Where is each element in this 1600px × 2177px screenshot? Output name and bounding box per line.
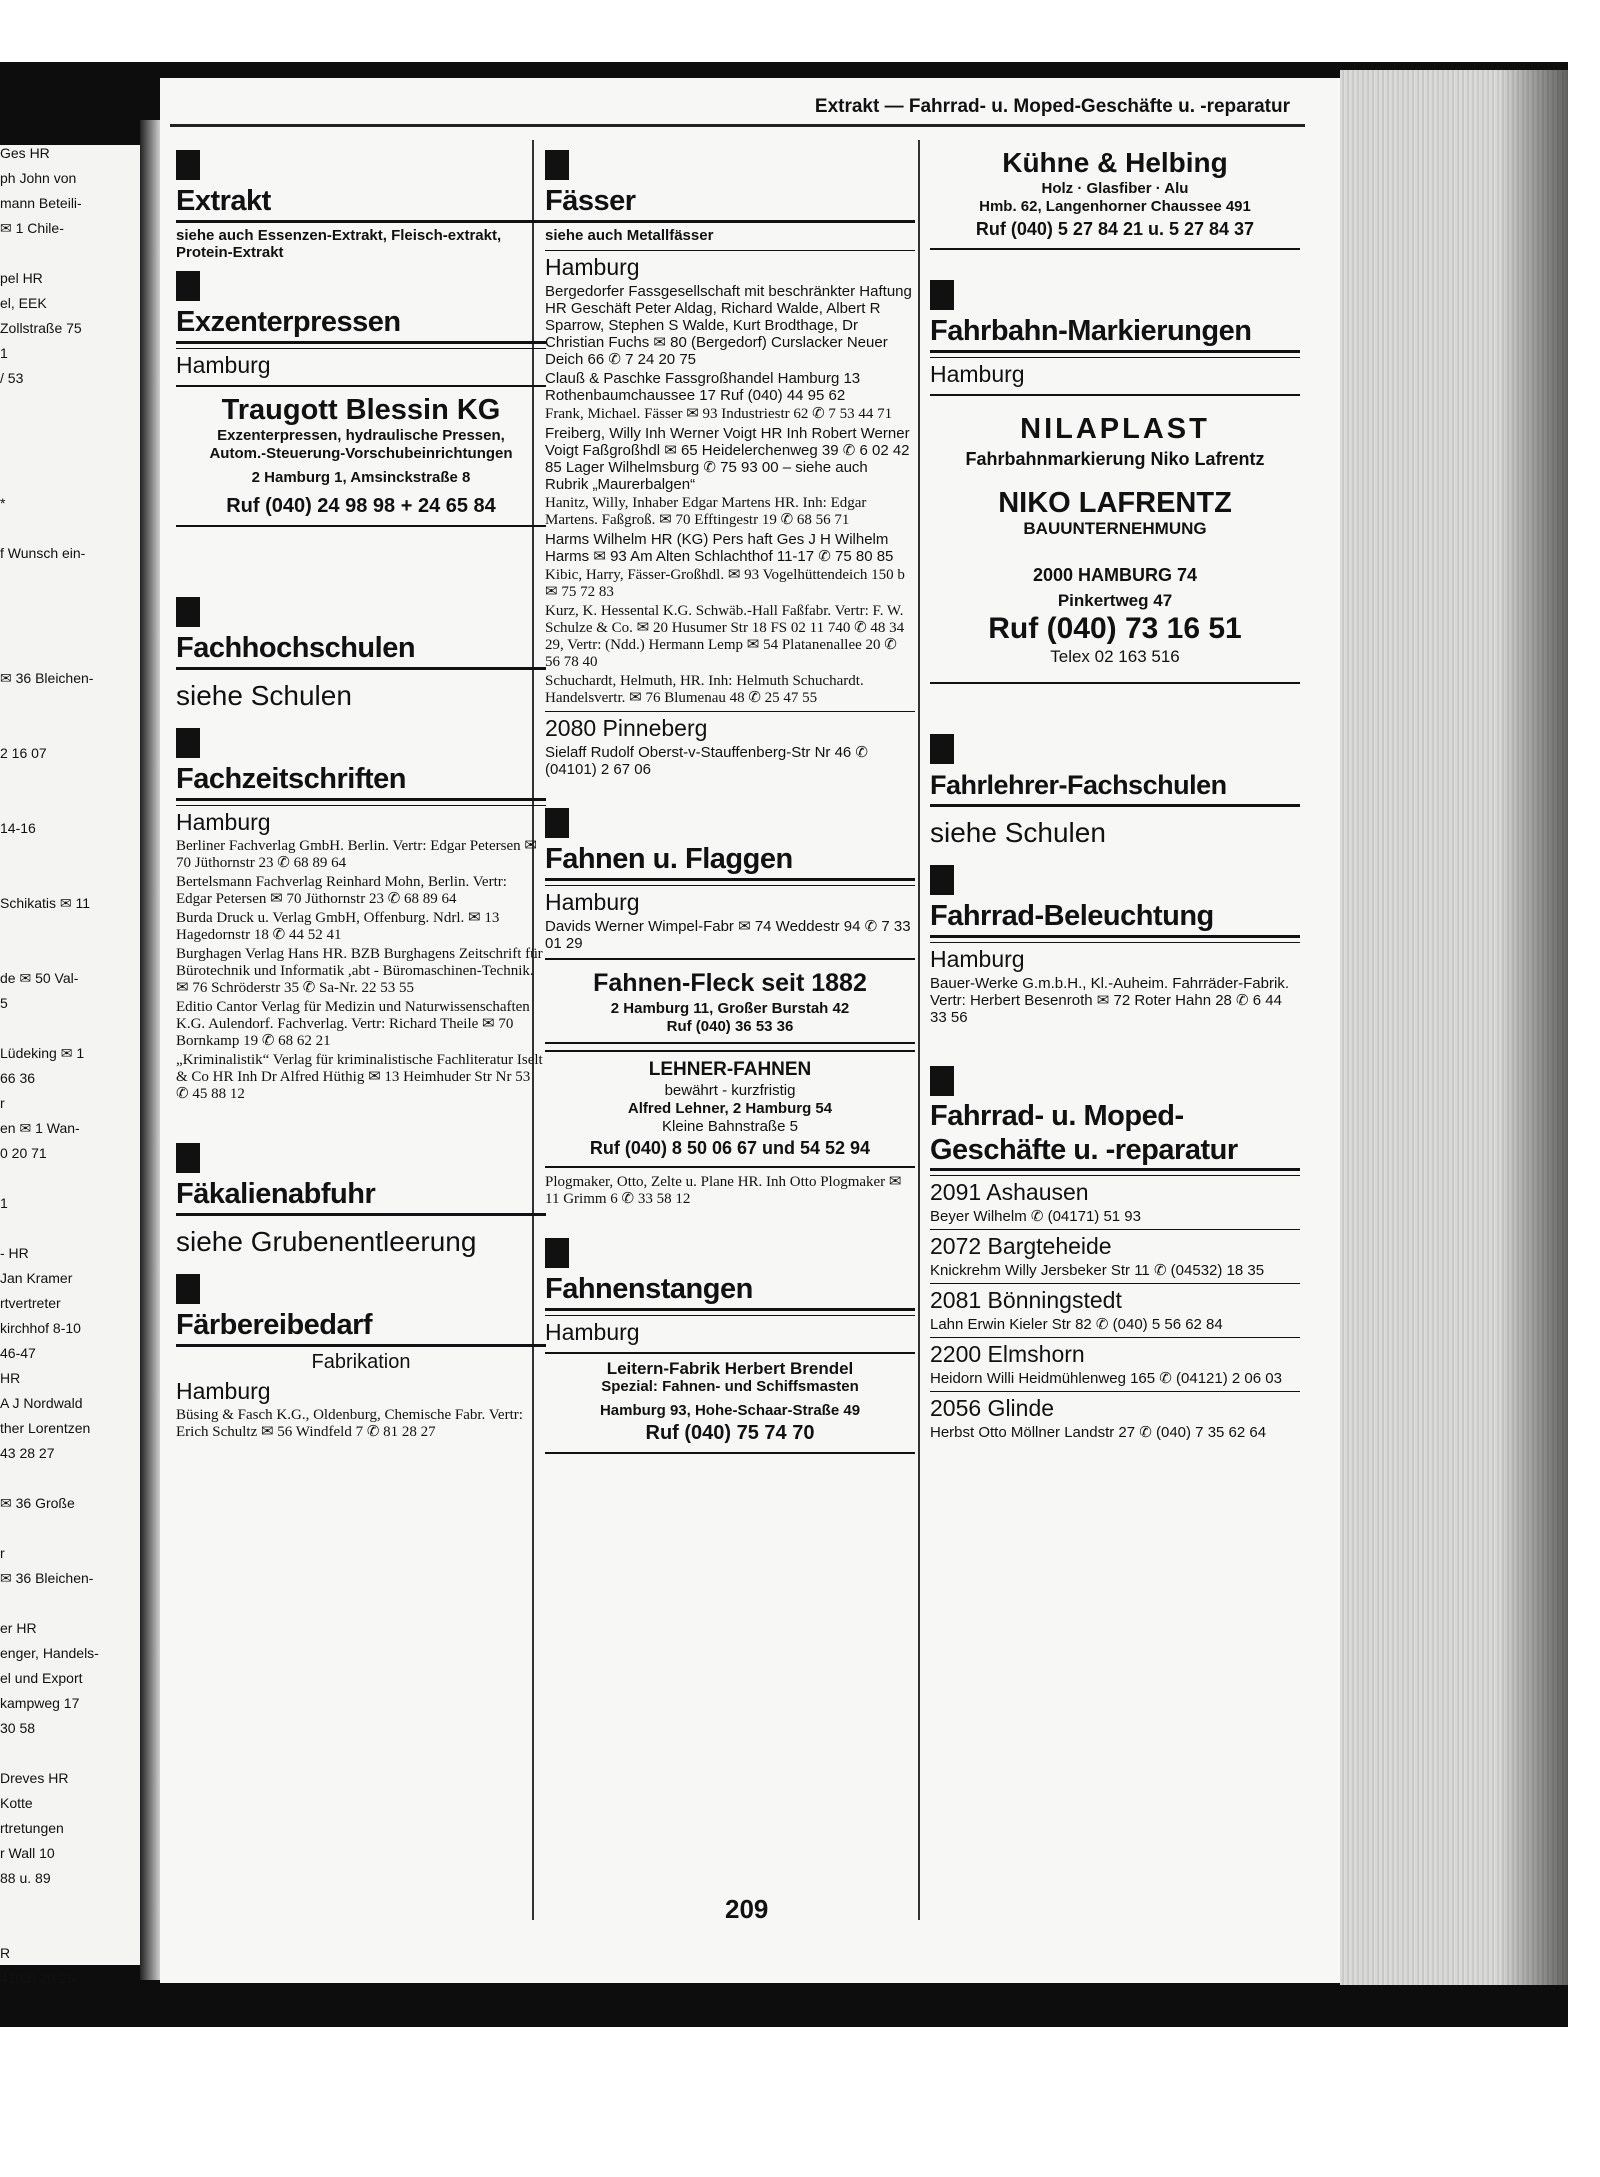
fragment-line: ✉ 36 Bleichen- bbox=[0, 1570, 94, 1586]
subheading: Fabrikation bbox=[311, 1351, 411, 1373]
advertisement bbox=[545, 958, 915, 1044]
listing-entry: Clauß & Paschke Fassgroßhandel Hamburg 13 Rothenbaumchaussee 17 Ruf (040) 44 95 62 bbox=[545, 370, 861, 404]
fragment-line: * bbox=[0, 495, 6, 511]
fragment-line: 0 20 71 bbox=[0, 1145, 47, 1161]
ad-company: NIKO LAFRENTZ bbox=[998, 487, 1232, 519]
ad-company: Leitern-Fabrik Herbert Brendel bbox=[606, 1359, 854, 1378]
fragment-line: Zollstraße 75 bbox=[0, 320, 82, 336]
book-gutter bbox=[140, 120, 160, 1980]
city-heading: Hamburg bbox=[545, 885, 915, 916]
listing-entry: Schuchardt, Helmuth, HR. Inh: Helmuth Schuchardt. Handelsvertr. ✉ 76 Blumenau 48 ✆ 25 47 55 bbox=[545, 673, 864, 706]
fragment-line: 5 bbox=[0, 995, 8, 1011]
fragment-line: - HR bbox=[0, 1245, 29, 1261]
fragment-line: Ges HR bbox=[0, 145, 50, 161]
page-edges bbox=[1340, 70, 1568, 1985]
listing-entry: Burghagen Verlag Hans HR. BZB Burghagens Zeitschrift für Bürotechnik und Informatik ,abt - Büromaschinen-Technik. ✉ 76 Schröderstr 35 ✆ Sa-Nr. 22 53 55 bbox=[176, 946, 543, 996]
fragment-line: Dreves HR bbox=[0, 1770, 69, 1786]
fragment-line: 4103) 20 25 bbox=[0, 1970, 75, 1986]
advertisement bbox=[176, 385, 546, 527]
fragment-line: Jan Kramer bbox=[0, 1270, 73, 1286]
section-heading: Färbereibedarf bbox=[176, 1308, 546, 1347]
section-marker bbox=[176, 728, 200, 758]
fragment-line: 88 u. 89 bbox=[0, 1870, 51, 1886]
page-number: 209 bbox=[725, 1894, 769, 1924]
fragment-line: de ✉ 50 Val- bbox=[0, 970, 79, 986]
fragment-line: 43 28 27 bbox=[0, 1445, 55, 1461]
ad-company: Fahnen-Fleck seit 1882 bbox=[593, 969, 867, 997]
section-fahnen bbox=[545, 808, 915, 1208]
ad-line: Exzenterpressen, hydraulische Pressen, bbox=[217, 427, 505, 444]
section-heading: Fässer bbox=[545, 184, 915, 223]
fragment-line: Lüdeking ✉ 1 bbox=[0, 1045, 85, 1061]
section-fahrbahn-markierungen bbox=[930, 280, 1300, 684]
ad-company: Traugott Blessin KG bbox=[221, 394, 501, 426]
section-extrakt bbox=[176, 150, 546, 261]
section-marker bbox=[930, 1066, 954, 1096]
fragment-line: enger, Handels- bbox=[0, 1645, 99, 1661]
fragment-line: ✉ 36 Bleichen- bbox=[0, 670, 94, 686]
ad-address: 2 Hamburg 11, Großer Burstah 42 bbox=[610, 1000, 850, 1017]
section-heading: Fahnenstangen bbox=[545, 1272, 915, 1311]
city-heading: Hamburg bbox=[176, 805, 546, 836]
fragment-line: ✉ 1 Chile- bbox=[0, 220, 64, 236]
fragment-line: ph John von bbox=[0, 170, 77, 186]
previous-page-fragment bbox=[0, 145, 140, 1986]
ad-line: Alfred Lehner, 2 Hamburg 54 bbox=[627, 1100, 833, 1117]
fragment-line: 1 bbox=[0, 345, 8, 361]
section-exzenterpressen bbox=[176, 271, 546, 527]
ad-brand: NILAPLAST bbox=[1020, 413, 1210, 445]
ad-line: BAUUNTERNEHMUNG bbox=[1023, 519, 1207, 538]
fragment-line: 1 bbox=[0, 1195, 8, 1211]
listing-entry: Bertelsmann Fachverlag Reinhard Mohn, Berlin. Vertr: Edgar Petersen ✉ 70 Jüthornstr 23 ✆ 68 89 64 bbox=[176, 874, 507, 907]
listing-entry: Sielaff Rudolf Oberst-v-Stauffenberg-Str Nr 46 ✆ (04101) 2 67 06 bbox=[545, 744, 868, 778]
listing-entry: Berliner Fachverlag GmbH. Berlin. Vertr: Edgar Petersen ✉ 70 Jüthornstr 23 ✆ 68 89 64 bbox=[176, 838, 537, 871]
section-fachzeitschriften bbox=[176, 728, 546, 1103]
fragment-line: en ✉ 1 Wan- bbox=[0, 1120, 80, 1136]
listing-entry: Kibic, Harry, Fässer-Großhdl. ✉ 93 Vogelhüttendeich 150 b ✉ 75 72 83 bbox=[545, 567, 905, 600]
city-heading: Hamburg bbox=[545, 1315, 915, 1346]
ad-company: LEHNER-FAHNEN bbox=[648, 1059, 812, 1080]
advertisement bbox=[545, 1352, 915, 1454]
fragment-line: r bbox=[0, 1545, 5, 1561]
city-heading: 2056 Glinde bbox=[930, 1391, 1300, 1422]
section-heading: Geschäfte u. -reparatur bbox=[930, 1134, 1300, 1171]
section-faekalienabfuhr bbox=[176, 1143, 546, 1260]
fragment-line: r Wall 10 bbox=[0, 1845, 55, 1861]
section-marker bbox=[176, 1274, 200, 1304]
ad-address: 2000 HAMBURG 74 bbox=[1032, 565, 1198, 585]
listing-entry: Knickrehm Willy Jersbeker Str 11 ✆ (04532) 18 35 bbox=[930, 1262, 1265, 1279]
section-marker bbox=[930, 280, 954, 310]
city-heading: Hamburg bbox=[176, 348, 546, 379]
listing-entry: „Kriminalistik“ Verlag für kriminalistische Fachliteratur Iselt & Co HR Inh Dr Alfred Hüthig ✉ 13 Heimhuder Str Nr 53 ✆ 45 88 12 bbox=[176, 1052, 543, 1102]
section-faesser bbox=[545, 150, 915, 778]
city-heading: 2072 Bargteheide bbox=[930, 1229, 1300, 1260]
section-marker bbox=[545, 150, 569, 180]
city-heading: 2091 Ashausen bbox=[930, 1175, 1300, 1206]
fragment-line: Schikatis ✉ 11 bbox=[0, 895, 91, 911]
city-heading: Hamburg bbox=[176, 1378, 271, 1404]
section-fahrlehrer-fachschulen bbox=[930, 734, 1300, 851]
section-heading: Fäkalienabfuhr bbox=[176, 1177, 546, 1216]
column-2 bbox=[545, 140, 915, 1460]
ad-telex: Telex 02 163 516 bbox=[1050, 647, 1180, 666]
fragment-line: er HR bbox=[0, 1620, 37, 1636]
ad-phone: Ruf (040) 36 53 36 bbox=[666, 1018, 794, 1035]
section-heading: Fachzeitschriften bbox=[176, 762, 546, 801]
fragment-line: A J Nordwald bbox=[0, 1395, 83, 1411]
listing-entry: Davids Werner Wimpel-Fabr ✉ 74 Weddestr 94 ✆ 7 33 01 29 bbox=[545, 918, 911, 952]
section-fahrrad-beleuchtung bbox=[930, 865, 1300, 1026]
city-heading: Hamburg bbox=[930, 942, 1300, 973]
ad-phone: Ruf (040) 73 16 51 bbox=[988, 612, 1242, 645]
city-heading: 2200 Elmshorn bbox=[930, 1337, 1300, 1368]
listing-entry: Burda Druck u. Verlag GmbH, Offenburg. Ndrl. ✉ 13 Hagedornstr 18 ✆ 44 52 41 bbox=[176, 910, 500, 943]
ad-address: Hamburg 93, Hohe-Schaar-Straße 49 bbox=[599, 1402, 861, 1419]
section-marker bbox=[176, 1143, 200, 1173]
fragment-line: rtvertreter bbox=[0, 1295, 61, 1311]
ad-address: Kleine Bahnstraße 5 bbox=[662, 1118, 798, 1135]
fragment-line: mann Beteili- bbox=[0, 195, 82, 211]
column-rule bbox=[918, 140, 920, 1920]
fragment-line: kirchhof 8-10 bbox=[0, 1320, 81, 1336]
section-marker bbox=[176, 271, 200, 301]
fragment-line: kampweg 17 bbox=[0, 1695, 80, 1711]
section-heading: Fahrrad- u. Moped- bbox=[930, 1100, 1184, 1132]
ad-phone: Ruf (040) 8 50 06 67 und 54 52 94 bbox=[589, 1138, 871, 1158]
listing-entry: Plogmaker, Otto, Zelte u. Plane HR. Inh Otto Plogmaker ✉ 11 Grimm 6 ✆ 33 58 12 bbox=[545, 1174, 902, 1207]
section-fachhochschulen bbox=[176, 597, 546, 714]
city-heading: Hamburg bbox=[545, 250, 915, 281]
listing-entry: Freiberg, Willy Inh Werner Voigt HR Inh Robert Werner Voigt Faßgroßhdl ✉ 65 Heidelerchenweg 39 ✆ 6 02 42 85 Lager Wilhelmsburg ✆ 75 93 00 – siehe auch Rubrik „Maurerbalgen“ bbox=[545, 425, 910, 493]
fragment-line: r bbox=[0, 1095, 5, 1111]
fragment-line: Kotte bbox=[0, 1795, 33, 1811]
listing-entry: Hanitz, Willy, Inhaber Edgar Martens HR. Inh: Edgar Martens. Faßgroß. ✉ 70 Efftingestr 19 ✆ 68 56 71 bbox=[545, 495, 867, 528]
section-marker bbox=[545, 1238, 569, 1268]
section-fahnenstangen bbox=[545, 1238, 915, 1454]
section-heading: Extrakt bbox=[176, 184, 546, 223]
column-3 bbox=[930, 140, 1300, 1443]
advertisement bbox=[545, 1050, 915, 1168]
fragment-line: ✉ 36 Große bbox=[0, 1495, 75, 1511]
listing-entry: Lahn Erwin Kieler Str 82 ✆ (040) 5 56 62 84 bbox=[930, 1316, 1223, 1333]
ad-address: 2 Hamburg 1, Amsinckstraße 8 bbox=[251, 469, 471, 486]
advertisement bbox=[930, 394, 1300, 684]
section-heading: Fahrbahn-Markierungen bbox=[930, 314, 1300, 353]
fragment-line: 46-47 bbox=[0, 1345, 36, 1361]
ad-phone: Ruf (040) 75 74 70 bbox=[645, 1422, 815, 1444]
listing-entry: Frank, Michael. Fässer ✉ 93 Industriestr 62 ✆ 7 53 44 71 bbox=[545, 406, 893, 422]
listing-entry: Bauer-Werke G.m.b.H., Kl.-Auheim. Fahrräder-Fabrik. Vertr: Herbert Besenroth ✉ 72 Roter Hahn 28 ✆ 6 44 33 56 bbox=[930, 975, 1289, 1026]
listing-entry: Harms Wilhelm HR (KG) Pers haft Ges J H Wilhelm Harms ✉ 93 Am Alten Schlachthof 11-17 ✆ 75 80 85 bbox=[545, 531, 894, 565]
running-head-rule bbox=[170, 124, 1305, 127]
section-marker bbox=[176, 150, 200, 180]
fragment-line: f Wunsch ein- bbox=[0, 545, 86, 561]
listing-entry: Herbst Otto Möllner Landstr 27 ✆ (040) 7 35 62 64 bbox=[930, 1424, 1267, 1441]
ad-line: Fahrbahnmarkierung Niko Lafrentz bbox=[965, 449, 1265, 469]
listing-entry: Heidorn Willi Heidmühlenweg 165 ✆ (04121) 2 06 03 bbox=[930, 1370, 1282, 1387]
ad-phone: Ruf (040) 5 27 84 21 u. 5 27 84 37 bbox=[975, 219, 1255, 239]
advertisement bbox=[930, 140, 1300, 250]
fragment-line: el, EEK bbox=[0, 295, 47, 311]
ad-line: Autom.-Steuerung-Vorschubeinrichtungen bbox=[209, 445, 513, 462]
see-reference: siehe Schulen bbox=[176, 680, 352, 711]
column-1 bbox=[176, 140, 546, 1443]
city-heading: Hamburg bbox=[930, 357, 1300, 388]
see-also-note: siehe auch Essenzen-Extrakt, Fleisch-extrakt, Protein-Extrakt bbox=[176, 227, 502, 261]
see-reference: siehe Grubenentleerung bbox=[176, 1226, 477, 1257]
listing-entry: Beyer Wilhelm ✆ (04171) 51 93 bbox=[930, 1208, 1141, 1225]
section-heading: Fachhochschulen bbox=[176, 631, 546, 670]
fragment-line: 2 16 07 bbox=[0, 745, 47, 761]
section-heading: Fahrrad-Beleuchtung bbox=[930, 899, 1300, 938]
ad-phone: Ruf (040) 24 98 98 + 24 65 84 bbox=[226, 495, 496, 517]
section-fahrrad-moped bbox=[930, 1066, 1300, 1441]
section-marker bbox=[176, 597, 200, 627]
fragment-line: 14-16 bbox=[0, 820, 36, 836]
fragment-line: R bbox=[0, 1945, 11, 1961]
fragment-line: rtretungen bbox=[0, 1820, 64, 1836]
running-head: Extrakt — Fahrrad- u. Moped-Geschäfte u. -reparatur bbox=[814, 96, 1290, 117]
listing-entry: Kurz, K. Hessental K.G. Schwäb.-Hall Faßfabr. Vertr: F. W. Schulze & Co. ✉ 20 Husumer Str 18 FS 02 11 740 ✆ 48 34 29, Vertr: (Ndd.) Hermann Lemp ✉ 54 Platanenallee 20 ✆ 56 78 40 bbox=[545, 603, 905, 670]
fragment-line: el und Export bbox=[0, 1670, 83, 1686]
city-heading: 2081 Bönningstedt bbox=[930, 1283, 1300, 1314]
fragment-line: HR bbox=[0, 1370, 21, 1386]
listing-entry: Editio Cantor Verlag für Medizin und Naturwissenschaften K.G. Aulendorf. Fachverlag. Vertr: Richard Theile ✉ 70 Bornkamp 19 ✆ 68 62 21 bbox=[176, 999, 530, 1049]
ad-line: Spezial: Fahnen- und Schiffsmasten bbox=[601, 1378, 859, 1395]
section-faerbereibedarf bbox=[176, 1274, 546, 1441]
section-heading: Fahrlehrer-Fachschulen bbox=[930, 768, 1300, 807]
see-reference: siehe Schulen bbox=[930, 817, 1106, 848]
section-heading: Fahnen u. Flaggen bbox=[545, 842, 915, 881]
section-marker bbox=[930, 865, 954, 895]
fragment-line: / 53 bbox=[0, 370, 24, 386]
city-heading: 2080 Pinneberg bbox=[545, 711, 915, 742]
section-marker bbox=[930, 734, 954, 764]
section-heading: Exzenterpressen bbox=[176, 305, 546, 344]
fragment-line: ther Lorentzen bbox=[0, 1420, 91, 1436]
fragment-line: 30 58 bbox=[0, 1720, 36, 1736]
listing-entry: Büsing & Fasch K.G., Oldenburg, Chemische Fabr. Vertr: Erich Schultz ✉ 56 Windfeld 7 ✆ 81 28 27 bbox=[176, 1407, 523, 1440]
fragment-line: pel HR bbox=[0, 270, 43, 286]
ad-line: bewährt - kurzfristig bbox=[664, 1082, 796, 1099]
ad-company: Kühne & Helbing bbox=[1002, 147, 1228, 178]
ad-address: Hmb. 62, Langenhorner Chaussee 491 bbox=[979, 198, 1251, 215]
listing-entry: Bergedorfer Fassgesellschaft mit beschränkter Haftung HR Geschäft Peter Aldag, Richard Walde, Albert R Sparrow, Stephen S Walde, Kurt Brodthage, Dr Christian Fuchs ✉ 80 (Bergedorf) Curslacker Neuer Deich 66 ✆ 7 24 20 75 bbox=[545, 283, 912, 368]
fragment-line: 66 36 bbox=[0, 1070, 36, 1086]
see-also-note: siehe auch Metallfässer bbox=[545, 227, 714, 244]
ad-line: Holz · Glasfiber · Alu bbox=[1041, 180, 1189, 197]
ad-address: Pinkertweg 47 bbox=[1057, 591, 1173, 610]
section-marker bbox=[545, 808, 569, 838]
